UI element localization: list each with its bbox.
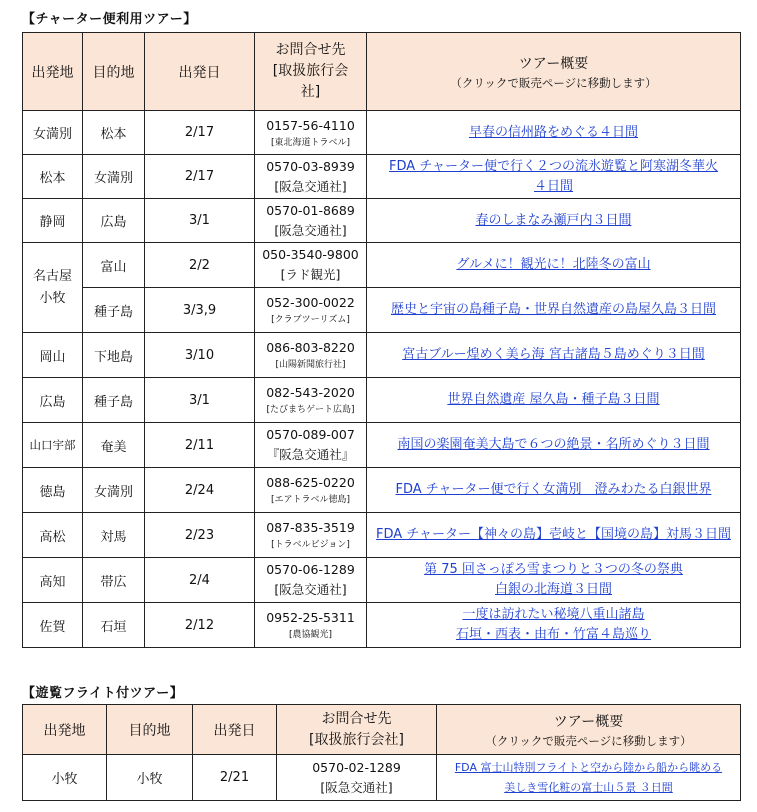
contact-cell xyxy=(255,603,367,648)
departure-cell: 高知 xyxy=(23,558,83,603)
date-cell: 2/12 xyxy=(145,603,255,648)
tour-link-line2[interactable]: ４日間 xyxy=(533,178,573,194)
date-cell: 2/4 xyxy=(145,558,255,603)
header-contact-line1: お問合せ先 xyxy=(275,42,346,58)
date-cell: 2/2 xyxy=(145,243,255,288)
contact-cell xyxy=(255,333,367,378)
contact-agency: [阪急交通社] xyxy=(274,178,347,194)
tour-summary-cell xyxy=(367,468,741,513)
contact-phone: 0570-089-007 xyxy=(266,427,355,442)
header-contact-line2: [取扱旅行会社] xyxy=(309,731,404,748)
destination-cell: 種子島 xyxy=(83,378,145,423)
date-cell: 2/17 xyxy=(145,155,255,199)
tour-link[interactable]: 宮古ブルー煌めく美ら海 宮古諸島５島めぐり３日間 xyxy=(402,347,705,362)
header-date: 出発日 xyxy=(145,33,255,111)
contact-phone: 0570-06-1289 xyxy=(266,562,355,577)
header-departure: 出発地 xyxy=(23,705,107,755)
date-cell: 3/1 xyxy=(145,199,255,243)
charter-section-title: 【チャーター便利用ツアー】 xyxy=(22,12,197,27)
table-row xyxy=(23,558,741,603)
date-cell: 3/1 xyxy=(145,378,255,423)
table-row xyxy=(23,423,741,468)
destination-cell: 小牧 xyxy=(107,755,193,801)
contact-cell xyxy=(277,755,437,801)
sightseeing-tour-table xyxy=(22,704,741,801)
tour-summary-cell xyxy=(437,755,741,801)
contact-agency: 『阪急交通社』 xyxy=(266,447,355,462)
table-row xyxy=(23,513,741,558)
contact-cell xyxy=(255,243,367,288)
date-cell: 2/23 xyxy=(145,513,255,558)
contact-agency: [トラベルビジョン] xyxy=(271,540,350,550)
destination-cell: 富山 xyxy=(83,243,145,288)
contact-phone: 0570-01-8689 xyxy=(266,202,355,218)
date-cell: 2/11 xyxy=(145,423,255,468)
tour-summary-cell xyxy=(367,155,741,199)
tour-link[interactable]: FDA 富士山特別フライトと空から陸から船から眺める xyxy=(454,760,723,774)
contact-phone: 050-3540-9800 xyxy=(262,247,359,262)
departure-cell: 岡山 xyxy=(23,333,83,378)
contact-cell xyxy=(255,423,367,468)
contact-agency: [東北海道トラベル] xyxy=(270,137,351,148)
contact-agency: [農協観光] xyxy=(288,630,333,640)
date-cell: 2/17 xyxy=(145,111,255,155)
tour-summary-cell xyxy=(367,603,741,648)
destination-cell: 奄美 xyxy=(83,423,145,468)
contact-phone: 0952-25-5311 xyxy=(266,610,355,625)
tour-summary-cell xyxy=(367,513,741,558)
contact-agency: [クラブツーリズム] xyxy=(271,315,350,325)
contact-cell xyxy=(255,378,367,423)
destination-cell: 石垣 xyxy=(83,603,145,648)
table-row xyxy=(23,378,741,423)
departure-cell: 佐賀 xyxy=(23,603,83,648)
contact-cell xyxy=(255,558,367,603)
tour-link-line2[interactable]: 石垣・西表・由布・竹富４島巡り xyxy=(455,627,651,642)
table-row xyxy=(23,199,741,243)
destination-cell: 対馬 xyxy=(83,513,145,558)
contact-agency: [エアトラベル徳島] xyxy=(270,495,351,505)
header-date: 出発日 xyxy=(193,705,277,755)
header-departure: 出発地 xyxy=(23,33,83,111)
contact-phone: 0570-02-1289 xyxy=(312,759,401,775)
contact-cell xyxy=(255,111,367,155)
tour-link[interactable]: 世界自然遺産 屋久島・種子島３日間 xyxy=(447,392,660,407)
table-row xyxy=(23,468,741,513)
contact-phone: 087-835-3519 xyxy=(266,520,355,535)
header-destination: 目的地 xyxy=(107,705,193,755)
date-cell: 2/24 xyxy=(145,468,255,513)
contact-phone: 0570-03-8939 xyxy=(266,158,355,174)
table-row xyxy=(23,288,741,333)
date-cell: 2/21 xyxy=(193,755,277,801)
departure-line2: 小牧 xyxy=(39,290,66,306)
tour-summary-cell xyxy=(367,111,741,155)
date-cell: 3/10 xyxy=(145,333,255,378)
header-summary-hint: （クリックで販売ページに移動します） xyxy=(485,733,692,748)
destination-cell: 松本 xyxy=(83,111,145,155)
tour-summary-cell xyxy=(367,288,741,333)
table-row xyxy=(23,243,741,288)
contact-phone: 052-300-0022 xyxy=(266,295,355,310)
destination-cell: 女満別 xyxy=(83,468,145,513)
tour-link[interactable]: 歴史と宇宙の島種子島・世界自然遺産の島屋久島３日間 xyxy=(390,302,716,317)
departure-cell: 高松 xyxy=(23,513,83,558)
departure-cell: 小牧 xyxy=(23,755,107,801)
contact-cell xyxy=(255,468,367,513)
tour-summary-cell xyxy=(367,558,741,603)
tour-summary-cell xyxy=(367,333,741,378)
contact-phone: 0157-56-4110 xyxy=(266,117,355,133)
contact-cell xyxy=(255,199,367,243)
departure-cell: 静岡 xyxy=(23,199,83,243)
header-summary-hint: （クリックで販売ページに移動します） xyxy=(450,75,657,90)
contact-agency: [阪急交通社] xyxy=(274,582,347,597)
sightseeing-header-row xyxy=(23,705,741,755)
tour-summary-cell xyxy=(367,243,741,288)
table-row xyxy=(23,603,741,648)
header-contact xyxy=(277,705,437,755)
table-row xyxy=(23,755,741,801)
destination-cell: 帯広 xyxy=(83,558,145,603)
tour-link[interactable]: FDA チャーター【神々の島】壱岐と【国境の島】対馬３日間 xyxy=(376,527,731,542)
sightseeing-section-title: 【遊覧フライト付ツアー】 xyxy=(22,686,184,701)
header-contact-line1: お問合せ先 xyxy=(321,710,392,727)
charter-tour-table xyxy=(22,32,741,648)
header-contact-line2: [取扱旅行会 xyxy=(272,63,349,79)
tour-summary-cell xyxy=(367,199,741,243)
header-contact-line3: 社] xyxy=(300,84,321,100)
destination-cell: 種子島 xyxy=(83,288,145,333)
contact-cell xyxy=(255,155,367,199)
departure-cell: 松本 xyxy=(23,155,83,199)
tour-link[interactable]: 第 75 回さっぽろ雪まつりと３つの冬の祭典 xyxy=(424,562,683,577)
tour-link[interactable]: グルメに！観光に！北陸冬の富山 xyxy=(456,257,651,272)
table-row xyxy=(23,333,741,378)
table-row xyxy=(23,155,741,199)
charter-header-row xyxy=(23,33,741,111)
header-summary xyxy=(367,33,741,111)
header-summary-title: ツアー概要 xyxy=(518,55,589,72)
tour-summary-cell xyxy=(367,423,741,468)
tour-link[interactable]: 春のしまなみ瀬戸内３日間 xyxy=(475,212,632,228)
tour-link[interactable]: FDA チャーター便で行く女満別 澄みわたる白銀世界 xyxy=(395,482,712,497)
departure-line1: 名古屋 xyxy=(32,268,72,284)
header-contact xyxy=(255,33,367,111)
contact-cell xyxy=(255,513,367,558)
tour-link-line2[interactable]: 白銀の北海道３日間 xyxy=(494,582,612,597)
contact-phone: 088-625-0220 xyxy=(266,475,355,490)
header-summary-title: ツアー概要 xyxy=(553,713,624,730)
contact-agency: [ラド観光] xyxy=(280,267,341,282)
tour-link[interactable]: FDA チャーター便で行く２つの流氷遊覧と阿寒湖冬華火 xyxy=(389,158,718,174)
contact-phone: 086-803-8220 xyxy=(266,340,355,355)
departure-cell xyxy=(23,243,83,333)
departure-cell: 徳島 xyxy=(23,468,83,513)
tour-link[interactable]: 一度は訪れたい秘境八重山諸島 xyxy=(462,607,645,622)
tour-summary-cell xyxy=(367,378,741,423)
contact-agency: [たびまちゲート広島] xyxy=(266,405,355,415)
tour-link[interactable]: 早春の信州路をめぐる４日間 xyxy=(468,124,638,140)
destination-cell: 女満別 xyxy=(83,155,145,199)
destination-cell: 広島 xyxy=(83,199,145,243)
destination-cell: 下地島 xyxy=(83,333,145,378)
header-destination: 目的地 xyxy=(83,33,145,111)
contact-agency: [山陽新聞旅行社] xyxy=(275,360,346,370)
contact-agency: [阪急交通社] xyxy=(274,222,347,238)
tour-link[interactable]: 南国の楽園奄美大島で６つの絶景・名所めぐり３日間 xyxy=(397,437,710,452)
table-row xyxy=(23,111,741,155)
date-cell: 3/3,9 xyxy=(145,288,255,333)
contact-agency: [阪急交通社] xyxy=(320,779,393,795)
tour-link-line2[interactable]: 美しき雪化粧の富士山５景 ３日間 xyxy=(504,780,673,794)
departure-cell: 広島 xyxy=(23,378,83,423)
header-summary xyxy=(437,705,741,755)
contact-phone: 082-543-2020 xyxy=(266,385,355,400)
contact-cell xyxy=(255,288,367,333)
departure-cell: 女満別 xyxy=(23,111,83,155)
departure-cell: 山口宇部 xyxy=(23,423,83,468)
